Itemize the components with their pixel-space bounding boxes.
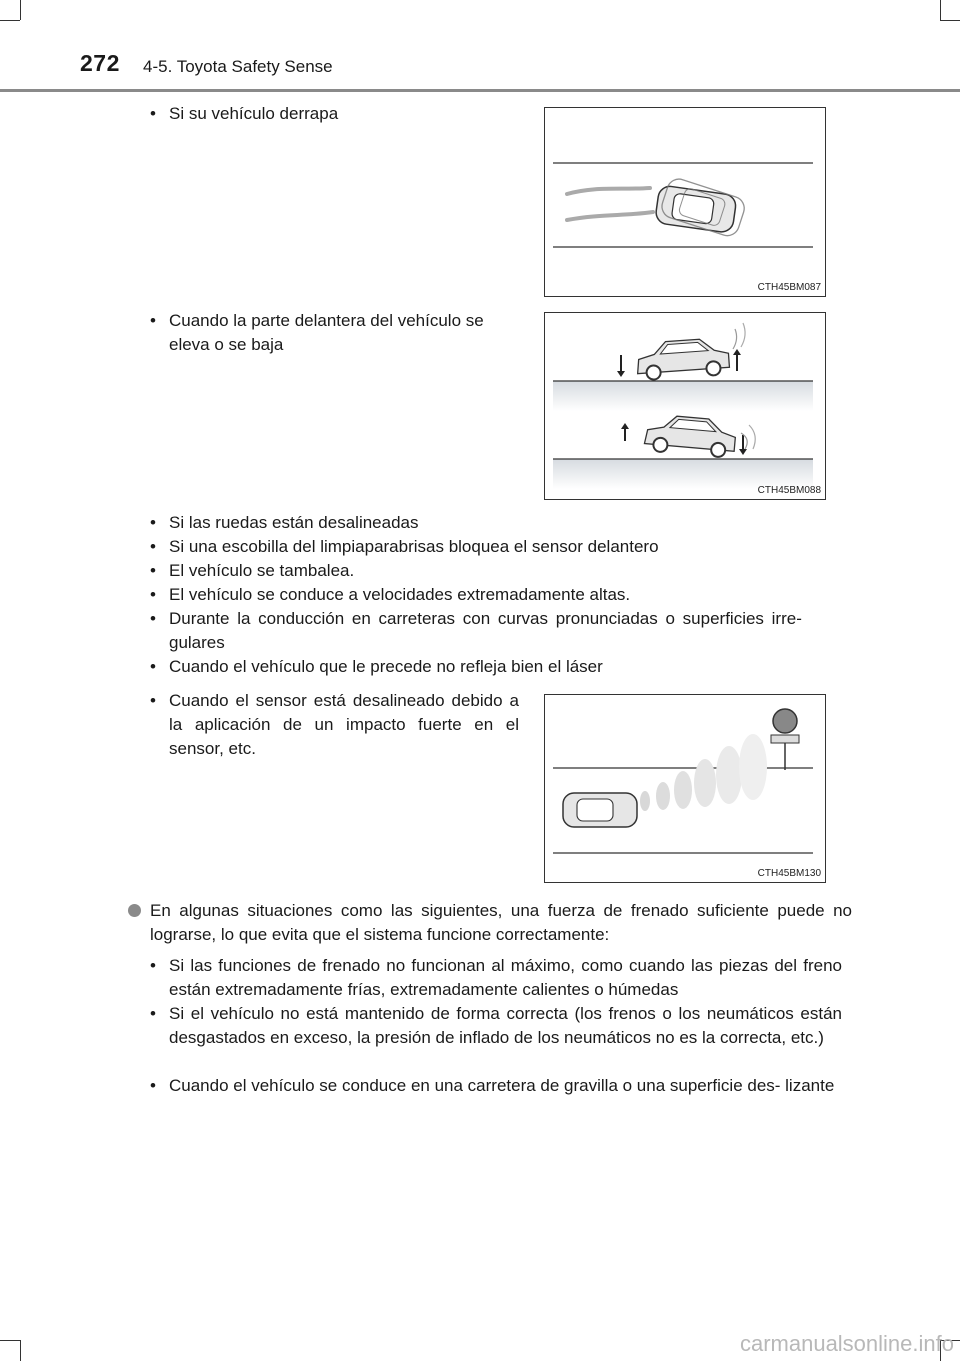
item-text: Si las ruedas están desalineadas [169,513,419,532]
list-item [150,1002,842,1074]
bullet: • [150,691,156,710]
bullet: • [150,585,156,604]
item-text: Cuando el vehículo se conduce en una carretera de gravilla o una superficie des- lizante [169,1076,835,1095]
item-text: Si el vehículo no está mantenido de forma correcta (los frenos o los neumáticos están desgastados en exceso, la presión de inflado de los neumáticos no es la correcta, etc.) [169,1004,842,1047]
bullet: • [150,956,156,975]
skid-illustration [545,108,825,296]
list-item [150,607,840,655]
bullet: • [150,1004,156,1023]
item-text: Durante la conducción en carreteras con curvas pronunciadas o superficies irre- [169,609,802,628]
item-text-continued: gulares [169,633,225,652]
watermark: carmanualsonline.info [739,1331,954,1356]
list-item [150,102,520,126]
list-item [150,583,840,607]
bullet: • [150,609,156,628]
page-number: 272 [80,50,120,76]
list-item [150,309,522,357]
header-rule [0,89,960,92]
crop-mark [0,1340,20,1341]
figure-code: CTH45BM130 [757,868,821,879]
bullet: • [150,561,156,580]
list-item [150,655,840,679]
item-text: Cuando la parte delantera del vehículo se eleva o se baja [169,311,484,354]
list-item [150,689,520,761]
bullet: • [150,537,156,556]
item-text: Cuando el vehículo que le precede no refleja bien el láser [169,657,603,676]
item-text: Cuando el sensor está desalineado debido a la aplicación de un impacto fuerte en el sensor, etc. [169,691,519,758]
figure-skid [544,107,826,297]
pitch-illustration [545,313,825,499]
bullet: • [150,311,156,330]
page-header [0,0,960,92]
sensor-illustration [545,695,825,882]
bullet: • [150,1076,156,1095]
bullet: • [150,657,156,676]
figure-code: CTH45BM087 [757,282,821,293]
item-text: Si las funciones de frenado no funcionan al máximo, como cuando las piezas del freno están extremadamente frías, extremadamente calientes o húmedas [169,956,842,999]
list-item [150,954,842,1002]
bullet: • [150,513,156,532]
crop-mark [20,1340,21,1361]
list-item [150,511,840,535]
item-text: Si su vehículo derrapa [169,104,339,123]
circle-bullet-icon [128,904,141,917]
list-item [150,1074,842,1122]
list-item [150,535,840,559]
list-item [150,559,840,583]
item-text: El vehículo se conduce a velocidades extremadamente altas. [169,585,631,604]
item-text: El vehículo se tambalea. [169,561,355,580]
section-title: 4-5. Toyota Safety Sense [143,57,333,76]
figure-pitch [544,312,826,500]
brake-intro-paragraph: En algunas situaciones como las siguientes, una fuerza de frenado suficiente puede no lograrse, lo que evita que el sistema funcione correctamente: [150,901,852,944]
figure-sensor-misaligned [544,694,826,883]
item-text: Si una escobilla del limpiaparabrisas bloquea el sensor delantero [169,537,659,556]
bullet: • [150,104,156,123]
figure-code: CTH45BM088 [757,485,821,496]
